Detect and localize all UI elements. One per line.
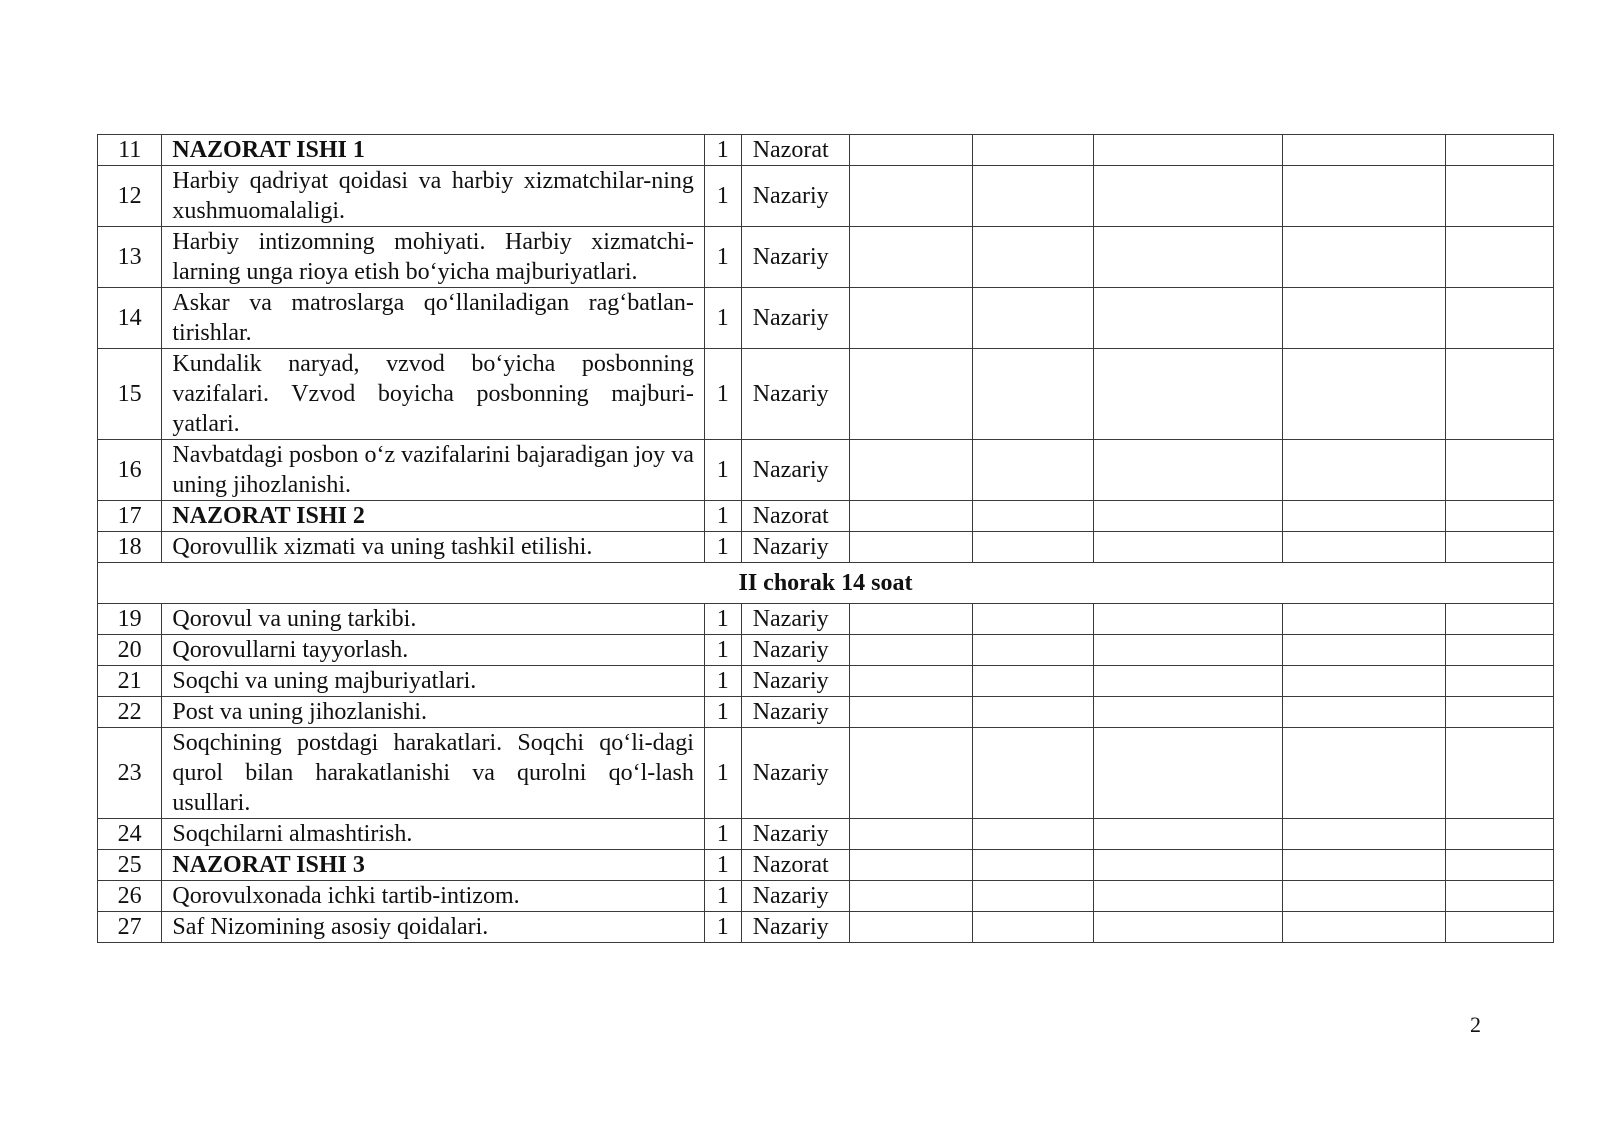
empty-cell [849,850,972,881]
lesson-type: Nazariy [741,881,849,912]
empty-cell [1094,635,1283,666]
empty-cell [1283,728,1445,819]
empty-cell [972,440,1094,501]
empty-cell [1445,728,1553,819]
lesson-type: Nazariy [741,912,849,943]
lesson-number: 18 [98,532,162,563]
lesson-number: 22 [98,697,162,728]
table-row [98,666,1554,697]
empty-cell [1445,635,1553,666]
lesson-hours: 1 [704,728,741,819]
empty-cell [849,501,972,532]
empty-cell [1283,532,1445,563]
empty-cell [1445,850,1553,881]
lesson-type: Nazorat [741,501,849,532]
empty-cell [1094,440,1283,501]
table-row [98,604,1554,635]
empty-cell [1445,604,1553,635]
empty-cell [1445,912,1553,943]
lesson-number: 16 [98,440,162,501]
empty-cell [1094,166,1283,227]
lesson-type: Nazariy [741,697,849,728]
table-row [98,819,1554,850]
empty-cell [1094,697,1283,728]
lesson-topic: Post va uning jihozlanishi. [162,697,705,728]
lesson-type: Nazariy [741,635,849,666]
lesson-topic: Soqchi va uning majburiyatlari. [162,666,705,697]
empty-cell [1283,697,1445,728]
empty-cell [1094,532,1283,563]
section-heading: II chorak 14 soat [98,563,1554,604]
empty-cell [1094,881,1283,912]
lesson-type: Nazariy [741,227,849,288]
empty-cell [849,635,972,666]
lesson-number: 14 [98,288,162,349]
lesson-topic: NAZORAT ISHI 1 [162,135,705,166]
lesson-type: Nazorat [741,135,849,166]
table-row [98,635,1554,666]
empty-cell [972,166,1094,227]
empty-cell [972,850,1094,881]
lesson-type: Nazariy [741,666,849,697]
lesson-number: 21 [98,666,162,697]
empty-cell [1283,288,1445,349]
lesson-topic: Harbiy intizomning mohiyati. Harbiy xizmatchi-larning unga rioya etish bo‘yicha majburiyatlari. [162,227,705,288]
empty-cell [849,227,972,288]
empty-cell [849,819,972,850]
lesson-hours: 1 [704,912,741,943]
lesson-hours: 1 [704,532,741,563]
lesson-topic: Qorovullarni tayyorlash. [162,635,705,666]
lesson-topic: Soqchining postdagi harakatlari. Soqchi qo‘li-dagi qurol bilan harakatlanishi va qurolni qo‘l-lash usullari. [162,728,705,819]
empty-cell [1445,288,1553,349]
empty-cell [972,881,1094,912]
empty-cell [849,532,972,563]
empty-cell [849,666,972,697]
lesson-topic: Askar va matroslarga qo‘llaniladigan rag‘batlan-tirishlar. [162,288,705,349]
empty-cell [1094,604,1283,635]
empty-cell [972,288,1094,349]
lesson-topic: Qorovulxonada ichki tartib-intizom. [162,881,705,912]
empty-cell [1445,501,1553,532]
lesson-type: Nazariy [741,440,849,501]
lesson-number: 13 [98,227,162,288]
lesson-type: Nazariy [741,819,849,850]
empty-cell [1445,440,1553,501]
lesson-type: Nazariy [741,166,849,227]
empty-cell [1094,349,1283,440]
empty-cell [972,532,1094,563]
empty-cell [1283,166,1445,227]
lesson-topic: Harbiy qadriyat qoidasi va harbiy xizmatchilar-ning xushmuomalaligi. [162,166,705,227]
table-row [98,349,1554,440]
empty-cell [1094,288,1283,349]
empty-cell [972,227,1094,288]
lesson-hours: 1 [704,501,741,532]
lesson-number: 11 [98,135,162,166]
empty-cell [1283,135,1445,166]
empty-cell [972,697,1094,728]
table-row [98,440,1554,501]
lesson-number: 12 [98,166,162,227]
lesson-hours: 1 [704,604,741,635]
empty-cell [972,349,1094,440]
table-row [98,227,1554,288]
empty-cell [1445,697,1553,728]
lesson-number: 25 [98,850,162,881]
table-row [98,135,1554,166]
empty-cell [1094,501,1283,532]
lesson-hours: 1 [704,697,741,728]
empty-cell [1283,666,1445,697]
lesson-hours: 1 [704,166,741,227]
empty-cell [849,135,972,166]
empty-cell [1445,135,1553,166]
table-row [98,697,1554,728]
lesson-topic: NAZORAT ISHI 2 [162,501,705,532]
lesson-hours: 1 [704,349,741,440]
lesson-number: 20 [98,635,162,666]
lesson-number: 15 [98,349,162,440]
empty-cell [1445,819,1553,850]
lesson-topic: Soqchilarni almashtirish. [162,819,705,850]
empty-cell [1445,532,1553,563]
lesson-number: 23 [98,728,162,819]
empty-cell [1283,819,1445,850]
empty-cell [1283,881,1445,912]
lesson-topic: Navbatdagi posbon o‘z vazifalarini bajaradigan joy va uning jihozlanishi. [162,440,705,501]
empty-cell [849,349,972,440]
empty-cell [1445,666,1553,697]
empty-cell [972,728,1094,819]
empty-cell [1445,166,1553,227]
lesson-type: Nazariy [741,604,849,635]
lesson-hours: 1 [704,440,741,501]
lesson-topic: Qorovul va uning tarkibi. [162,604,705,635]
empty-cell [1283,349,1445,440]
empty-cell [1283,850,1445,881]
empty-cell [1445,349,1553,440]
empty-cell [972,819,1094,850]
empty-cell [849,728,972,819]
lesson-hours: 1 [704,850,741,881]
lesson-type: Nazariy [741,349,849,440]
empty-cell [972,135,1094,166]
empty-cell [849,440,972,501]
section-row [98,563,1554,604]
empty-cell [849,881,972,912]
lesson-hours: 1 [704,227,741,288]
lesson-topic: Saf Nizomining asosiy qoidalari. [162,912,705,943]
empty-cell [1445,227,1553,288]
empty-cell [972,666,1094,697]
empty-cell [972,635,1094,666]
empty-cell [1445,881,1553,912]
lesson-number: 26 [98,881,162,912]
empty-cell [1094,728,1283,819]
empty-cell [972,604,1094,635]
empty-cell [1094,135,1283,166]
lesson-hours: 1 [704,819,741,850]
lesson-type: Nazorat [741,850,849,881]
empty-cell [849,166,972,227]
lesson-hours: 1 [704,288,741,349]
table-row [98,532,1554,563]
empty-cell [849,604,972,635]
lesson-number: 24 [98,819,162,850]
empty-cell [1094,819,1283,850]
table-row [98,501,1554,532]
table-row [98,166,1554,227]
lesson-number: 17 [98,501,162,532]
empty-cell [1283,440,1445,501]
table-row [98,728,1554,819]
table-row [98,881,1554,912]
page-number: 2 [1470,1012,1481,1037]
empty-cell [849,288,972,349]
table-row [98,912,1554,943]
lesson-topic: Qorovullik xizmati va uning tashkil etilishi. [162,532,705,563]
lesson-type: Nazariy [741,532,849,563]
empty-cell [972,912,1094,943]
empty-cell [1283,227,1445,288]
lesson-number: 27 [98,912,162,943]
lesson-type: Nazariy [741,728,849,819]
empty-cell [1283,635,1445,666]
empty-cell [1283,501,1445,532]
lesson-topic: Kundalik naryad, vzvod bo‘yicha posbonning vazifalari. Vzvod boyicha posbonning majburi-yatlari. [162,349,705,440]
empty-cell [1094,227,1283,288]
empty-cell [1283,912,1445,943]
lesson-topic: NAZORAT ISHI 3 [162,850,705,881]
empty-cell [1094,912,1283,943]
empty-cell [972,501,1094,532]
lesson-hours: 1 [704,881,741,912]
lesson-number: 19 [98,604,162,635]
empty-cell [1094,666,1283,697]
lesson-hours: 1 [704,135,741,166]
lesson-type: Nazariy [741,288,849,349]
empty-cell [1283,604,1445,635]
table-row [98,850,1554,881]
lesson-hours: 1 [704,635,741,666]
lesson-hours: 1 [704,666,741,697]
empty-cell [849,912,972,943]
empty-cell [849,697,972,728]
empty-cell [1094,850,1283,881]
lesson-plan-table [97,134,1554,943]
table-row [98,288,1554,349]
